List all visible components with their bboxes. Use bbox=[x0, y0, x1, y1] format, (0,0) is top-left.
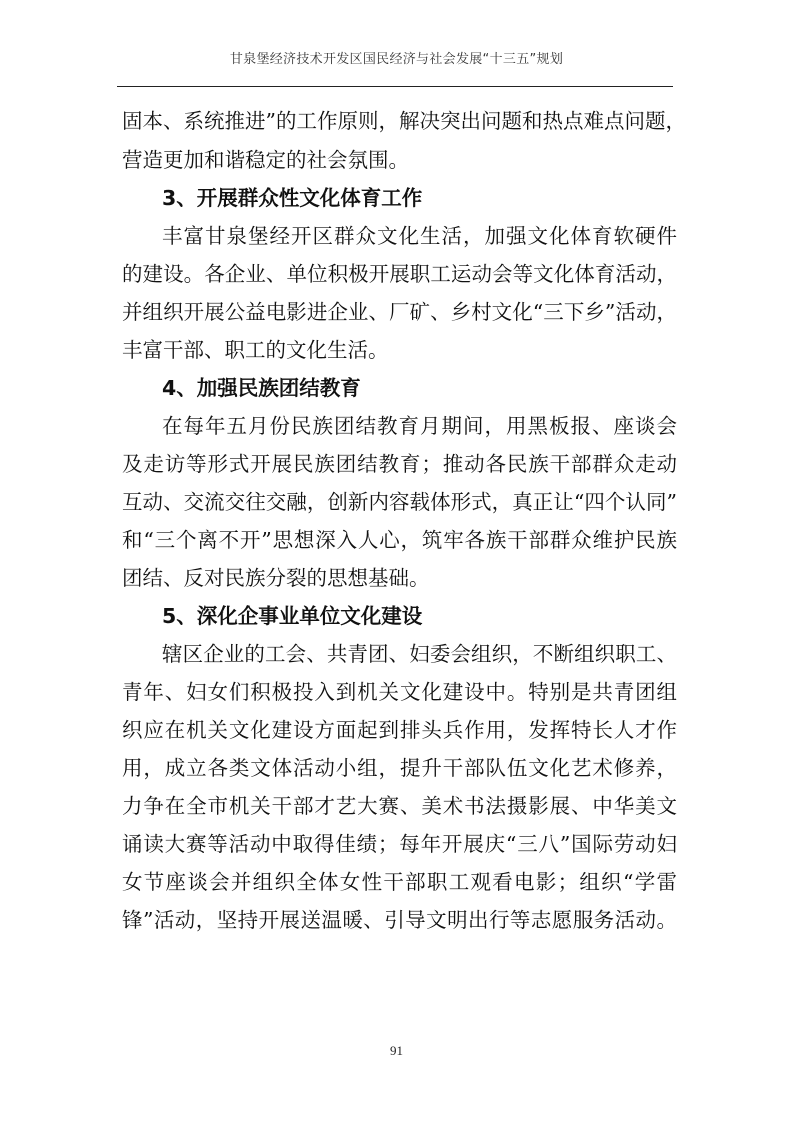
paragraph-line: 互动、交流交往交融，创新内容载体形式，真正让“四个认同” bbox=[122, 490, 677, 514]
running-header-title: 甘泉堡经济技术开发区国民经济与社会发展“十三五”规划 bbox=[229, 52, 564, 67]
paragraph-line: 青年、妇女们积极投入到机关文化建设中。特别是共青团组 bbox=[122, 680, 677, 704]
paragraph-line: 和“三个离不开”思想深入人心，筑牢各族干部群众维护民族 bbox=[122, 528, 677, 552]
paragraph-line: 团结、反对民族分裂的思想基础。 bbox=[122, 566, 430, 590]
paragraph-line: 固本、系统推进”的工作原则，解决突出问题和热点难点问题， bbox=[122, 109, 686, 133]
paragraph-line: 织应在机关文化建设方面起到排头兵作用，发挥特长人才作 bbox=[122, 718, 677, 742]
page-number: 91 bbox=[390, 1043, 403, 1058]
paragraph-line: 营造更加和谐稳定的社会氛围。 bbox=[122, 148, 409, 172]
paragraph-line: 诵读大赛等活动中取得佳绩；每年开展庆“三八”国际劳动妇 bbox=[122, 832, 677, 856]
paragraph-line: 女节座谈会并组织全体女性干部职工观看电影；组织“学雷 bbox=[122, 870, 677, 894]
header-rule bbox=[117, 86, 673, 87]
paragraph-line: 丰富干部、职工的文化生活。 bbox=[122, 338, 389, 362]
section-heading-4: 4、加强民族团结教育 bbox=[162, 376, 361, 400]
paragraph-line: 力争在全市机关干部才艺大赛、美术书法摄影展、中华美文 bbox=[122, 794, 677, 818]
section-heading-3: 3、开展群众性文化体育工作 bbox=[162, 186, 423, 210]
paragraph-line: 的建设。各企业、单位积极开展职工运动会等文化体育活动， bbox=[122, 262, 677, 286]
paragraph-line: 锋”活动，坚持开展送温暖、引导文明出行等志愿服务活动。 bbox=[122, 908, 677, 932]
paragraph-line: 及走访等形式开展民族团结教育；推动各民族干部群众走动 bbox=[122, 452, 677, 476]
section-heading-5: 5、深化企事业单位文化建设 bbox=[162, 604, 423, 628]
paragraph-line: 用，成立各类文体活动小组，提升干部队伍文化艺术修养， bbox=[122, 756, 677, 780]
paragraph-line: 辖区企业的工会、共青团、妇委会组织，不断组织职工、 bbox=[162, 642, 677, 666]
paragraph-line: 并组织开展公益电影进企业、厂矿、乡村文化“三下乡”活动， bbox=[122, 300, 677, 324]
paragraph-line: 在每年五月份民族团结教育月期间，用黑板报、座谈会 bbox=[162, 414, 677, 438]
paragraph-line: 丰富甘泉堡经开区群众文化生活，加强文化体育软硬件 bbox=[162, 224, 677, 248]
